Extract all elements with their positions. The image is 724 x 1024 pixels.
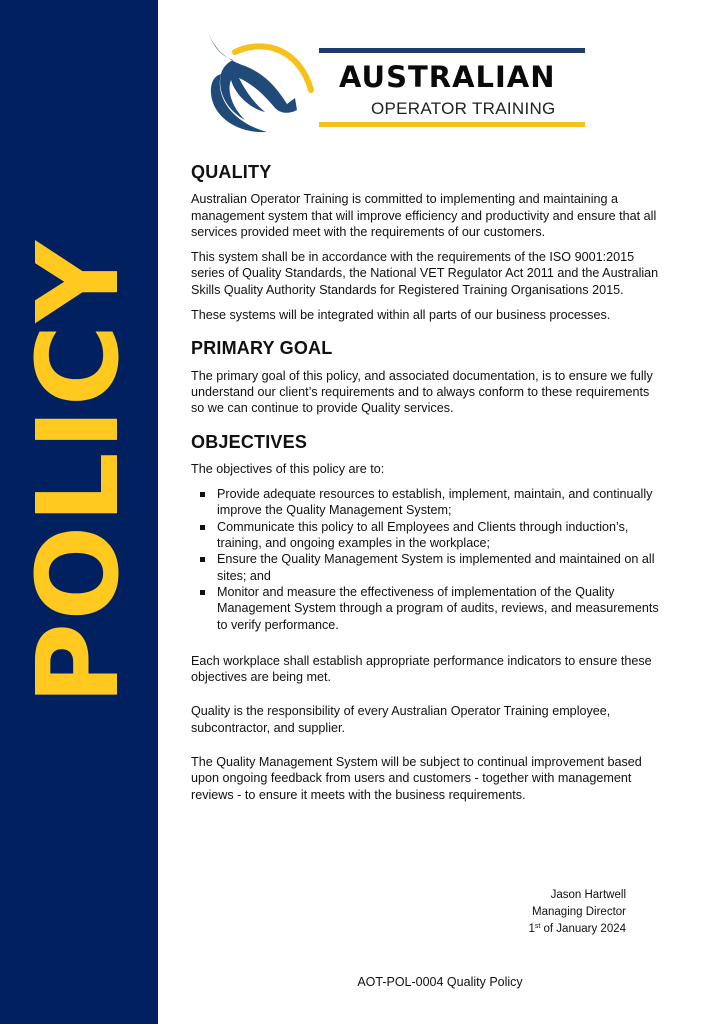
objective-item: [191, 551, 663, 584]
logo-title: AUSTRALIAN: [339, 60, 556, 94]
section-heading-quality: QUALITY: [191, 162, 272, 182]
objective-item: [191, 519, 663, 552]
objective-text: Provide adequate resources to establish, implement, maintain, and continually improve the Quality Management System;: [217, 487, 653, 518]
objective-text: Monitor and measure the effectiveness of implementation of the Quality Management System through a program of audits, reviews, and measurements to verify performance.: [217, 584, 659, 632]
square-bullet-icon: [200, 492, 205, 497]
objectives-intro: The objectives of this policy are to:: [191, 461, 385, 476]
objectives-closing-paragraph: The Quality Management System will be subject to continual improvement based upon ongoing feedback from users and customers - together with management reviews - to ensure it meets with the business requirements.: [191, 755, 642, 802]
logo-top-rule: [319, 48, 585, 53]
section-heading-primary-goal: PRIMARY GOAL: [191, 338, 333, 359]
objective-text: Communicate this policy to all Employees and Clients through induction’s, training, and ongoing examples in the workplace;: [217, 519, 629, 551]
objective-item: [191, 584, 663, 633]
quality-paragraph: These systems will be integrated within all parts of our business processes.: [191, 308, 611, 323]
primary-goal-paragraph: The primary goal of this policy, and associated documentation, is to ensure we fully understand our client’s requirements and to always conform to these requirements so we can continue to provide Quality services.: [191, 368, 653, 416]
date-ordinal-suffix: st: [534, 923, 541, 930]
sidebar-banner: [0, 0, 158, 1024]
objectives-closing-paragraph: Each workplace shall establish appropriate performance indicators to ensure these objectives are being met.: [191, 653, 652, 685]
signatory-name: Jason Hartwell: [550, 889, 626, 901]
quality-paragraph: This system shall be in accordance with the requirements of the ISO 9001:2015 series of Quality Standards, the National VET Regulator Act 2011 and the Australian Skills Quality Authority Standards for Registered Training Organisations 2015.: [191, 250, 659, 297]
policy-body: [191, 164, 663, 812]
signatory-role: Managing Director: [532, 906, 626, 918]
square-bullet-icon: [200, 557, 205, 562]
logo-bottom-rule: [319, 122, 585, 127]
document-reference: AOT-POL-0004 Quality Policy: [357, 975, 523, 989]
square-bullet-icon: [200, 525, 205, 530]
section-heading-objectives: OBJECTIVES: [191, 431, 308, 452]
document-footer: [0, 975, 724, 989]
date-day: 1: [528, 923, 535, 935]
square-bullet-icon: [200, 590, 205, 595]
signature-date: [528, 921, 626, 938]
company-logo: [205, 30, 585, 136]
signature-block: [528, 887, 626, 938]
sidebar-policy-label: POLICY: [14, 239, 144, 705]
logo-subtitle: OPERATOR TRAINING: [371, 99, 556, 118]
date-month-year: of January 2024: [540, 923, 626, 935]
objectives-list: [191, 486, 663, 633]
objective-item: [191, 486, 663, 519]
kangaroo-logo-icon: [205, 30, 317, 136]
objectives-closing-paragraph: Quality is the responsibility of every Australian Operator Training employee, subcontractor, and supplier.: [191, 704, 611, 735]
quality-paragraph: Australian Operator Training is committed to implementing and maintaining a management system that will improve efficiency and productivity and ensure that all services provided meet with the requirements of our customers.: [191, 192, 657, 239]
objective-text: Ensure the Quality Management System is implemented and maintained on all sites; and: [217, 552, 655, 583]
